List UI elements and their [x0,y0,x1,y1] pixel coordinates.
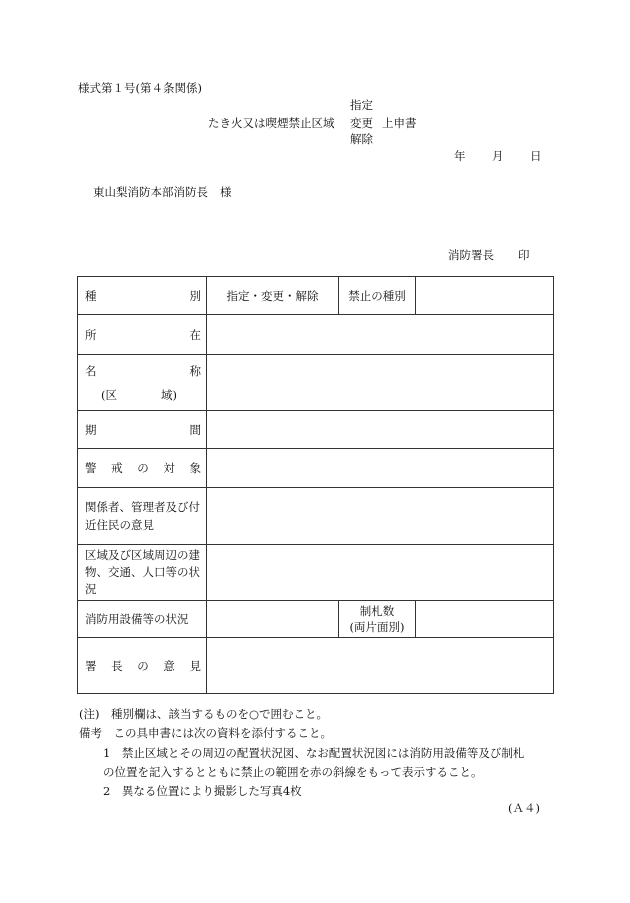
remarks-heading: 備考 この具申書には次の資料を添付すること。 [79,726,332,740]
application-form-table [77,276,554,694]
row-surroundings [78,545,554,601]
title-option-change: 変更 [350,116,373,130]
row-name-area [78,355,554,411]
date-month: 月 [492,149,504,163]
row-type [78,277,554,315]
sign-count-value[interactable] [416,601,554,638]
prohibition-type-value[interactable] [416,277,554,315]
surroundings-value[interactable] [207,545,554,601]
label-target: 警 戒 の 対 象 [78,449,207,488]
location-value[interactable] [207,315,554,355]
document-title-main: たき火又は喫煙禁止区域 [208,116,335,130]
label-location: 所 在 [78,315,207,355]
period-value[interactable] [207,411,554,449]
row-opinions [78,488,554,545]
title-option-cancel: 解除 [350,132,373,146]
label-opinions: 関係者、管理者及び付近住民の意見 [78,488,207,545]
row-chief-opinion [78,638,554,694]
label-equipment: 消防用設備等の状況 [78,601,207,638]
sender-title: 消防署長 [448,248,494,262]
designation-options[interactable]: 指定・変更・解除 [207,277,339,315]
seal-mark: 印 [518,248,530,262]
title-option-designate: 指定 [350,98,373,112]
note-text: (注) 種別欄は、該当するものを○で囲むこと。 [79,707,329,721]
date-day: 日 [530,149,542,163]
label-name-area: 名 称 (区 域) [78,355,207,411]
label-type: 種 別 [78,277,207,315]
chief-opinion-value[interactable] [207,638,554,694]
label-chief-opinion: 署 長 の 意 見 [78,638,207,694]
label-sign-count: 制札数 (両片面別) [339,601,416,638]
remarks-item-1-line-2: の位置を記入するとともに禁止の範囲を赤の斜線をもって表示すること。 [103,765,483,779]
remarks-item-2: 2 異なる位置により撮影した写真4枚 [103,784,302,798]
addressee-honorific: 様 [220,185,232,199]
addressee [93,184,232,200]
label-period: 期 間 [78,411,207,449]
form-number: 様式第１号(第４条関係) [78,81,202,95]
addressee-name: 東山梨消防本部消防長 [93,185,208,199]
paper-size: (Ａ４) [508,801,540,815]
remarks-item-1-line-1: 1 禁止区域とその周辺の配置状況図、なお配置状況図には消防用設備等及び制札 [103,746,525,760]
row-location [78,315,554,355]
equipment-value[interactable] [207,601,339,638]
label-prohibition-type: 禁止の種別 [339,277,416,315]
name-area-value[interactable] [207,355,554,411]
date-year: 年 [454,149,466,163]
opinions-value[interactable] [207,488,554,545]
row-period [78,411,554,449]
label-surroundings: 区域及び区域周辺の建物、交通、人口等の状況 [78,545,207,601]
document-title-suffix: 上申書 [382,116,417,130]
target-value[interactable] [207,449,554,488]
sender [448,247,530,263]
row-equipment [78,601,554,638]
row-target [78,449,554,488]
